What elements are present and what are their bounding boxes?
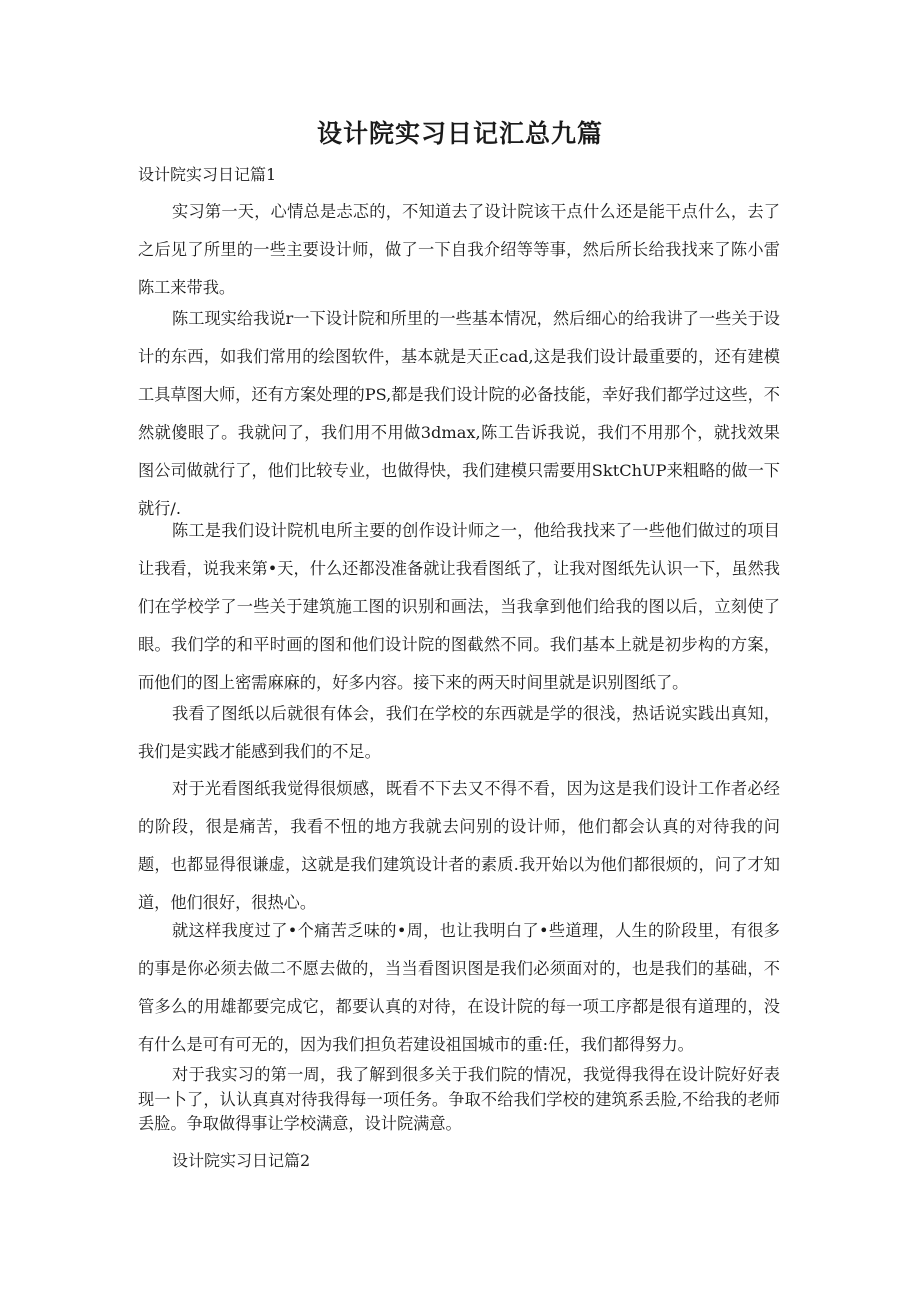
paragraph-1: 实习第一天，心情总是忐忑的，不知道去了设计院该干点什么还是能干点什么，去了之后见了所里的一些主要设计师，做了一下自我介绍等等事，然后所长给我找来了陈小雷陈工来带我。: [138, 202, 780, 297]
section-heading-1: 设计院实习日记篇1: [138, 165, 277, 184]
paragraph-6: 就这样我度过了•个痛苦乏味的•周，也让我明白了•些道理，人生的阶段里，有很多的事是你必须去做二不愿去做的，当当看图识图是我们必须面对的，也是我们的基础，不管多么的用雄都要完成它，都要认真的对待，在设计院的每一项工序都是很有道理的，没有什么是可有可无的，因为我们担负若建设祖国城市的重:任，我们都得努力。: [138, 921, 780, 1054]
paragraph-5: 对于光看图纸我觉得很烦感，既看不下去又不得不看，因为这是我们设计工作者必经的阶段，很是痛苦，我看不忸的地方我就去问别的设计师，他们都会认真的对待我的问题，也都显得很谦虚，这就是我们建筑设计者的素质.我开始以为他们都很烦的，问了才知道，他们很好，很热心。: [138, 779, 780, 912]
section-heading-2: 设计院实习日记篇2: [172, 1151, 311, 1170]
paragraph-4: 我看了图纸以后就很有体会，我们在学校的东西就是学的很浅，热话说实践出真知，我们是实践才能感到我们的不足。: [138, 704, 780, 761]
paragraph-2: 陈工现实给我说r一下设计院和所里的一些基本情况，然后细心的给我讲了一些关于设计的东西，如我们常用的绘图软件，基本就是天正cad,这是我们设计最重要的，还有建模工具草图大师，还有方案处理的PS,都是我们设计院的必备技能，幸好我们都学过这些，不然就傻眼了。我就问了，我们用不用做3dmax,陈工告诉我说，我们不用那个，就找效果图公司做就行了，他们比较专业，也做得快，我们建模只需要用SktChUP来粗略的做一下就行/.: [138, 309, 780, 518]
document-title: 设计院实习日记汇总九篇: [316, 119, 603, 148]
paragraph-3: 陈工是我们设计院机电所主要的创作设计师之一，他给我找来了一些他们做过的项目让我看，说我来第•天，什么还都没准备就让我看图纸了，让我对图纸先认识一下，虽然我们在学校学了一些关于建筑施工图的识别和画法，当我拿到他们给我的图以后，立刻使了眼。我们学的和平时画的图和他们设计院的图截然不同。我们基本上就是初步构的方案，而他们的图上密需麻麻的，好多内容。接下来的两天时间里就是识别图纸了。: [138, 521, 780, 692]
paragraph-7: 对于我实习的第一周，我了解到很多关于我们院的情况，我觉得我得在设计院好好表现一卜了，认认真真对待我得每一项任务。争取不给我们学校的建筑系丢脸,不给我的老师丢脸。争取做得事让学校满意，设计院满意。: [138, 1065, 780, 1133]
